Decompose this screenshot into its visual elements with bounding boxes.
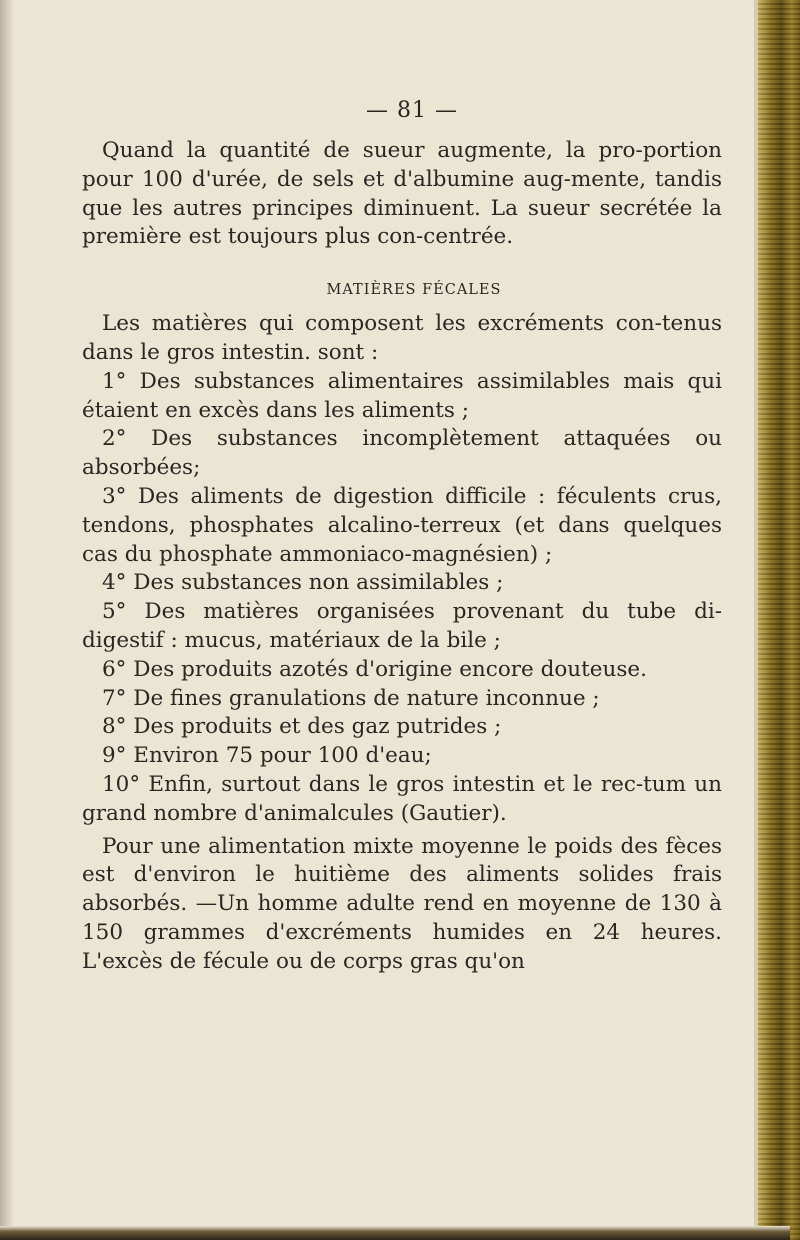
- list-item: 6° Des produits azotés d'origine encore douteuse.: [102, 656, 647, 682]
- book-binding: [758, 0, 800, 1240]
- list-item: 4° Des substances non assimilables ;: [102, 570, 504, 596]
- closing-paragraph: Pour une alimentation mixte moyenne le poids des fèces est d'environ le huitième des aliments solides frais absorbés. —Un homme adulte rend en moyenne de 130 à 150 grammes d'excréments humides en 24 heures. L'excès de fécule ou de corps gras qu'on: [82, 833, 722, 974]
- item-list: [82, 368, 722, 829]
- book-page: [82, 98, 722, 977]
- list-item: 5° Des matières organisées provenant du tube di-digestif : mucus, matériaux de la bile ;: [82, 599, 722, 653]
- page-left-shadow: [0, 0, 14, 1240]
- page-bottom-edge: [0, 1226, 790, 1240]
- section-intro-paragraph: Les matières qui composent les excréments con-tenus dans le gros intestin. sont :: [82, 311, 722, 365]
- list-item: 3° Des aliments de digestion difficile : féculents crus, tendons, phosphates alcalino-terreux (et dans quelques cas du phosphate ammoniaco-magnésien) ;: [82, 483, 722, 567]
- list-item: 1° Des substances alimentaires assimilables mais qui étaient en excès dans les aliments ;: [82, 368, 722, 423]
- list-item: 7° De fines granulations de nature inconnue ;: [102, 685, 600, 711]
- list-item: 9° Environ 75 pour 100 d'eau;: [102, 743, 432, 769]
- list-item: 8° Des produits et des gaz putrides ;: [102, 714, 502, 740]
- list-item: 10° Enfin, surtout dans le gros intestin et le rec-tum un grand nombre d'animalcules (Gautier).: [82, 771, 722, 826]
- section-title: MATIÈRES FÉCALES: [326, 282, 502, 299]
- page-number: — 81 —: [366, 98, 458, 123]
- intro-paragraph: Quand la quantité de sueur augmente, la pro-portion pour 100 d'urée, de sels et d'albumine aug-mente, tandis que les autres principes diminuent. La sueur secrétée la première est toujours plus con-centrée.: [82, 138, 722, 250]
- list-item: 2° Des substances incomplètement attaquées ou absorbées;: [82, 426, 722, 481]
